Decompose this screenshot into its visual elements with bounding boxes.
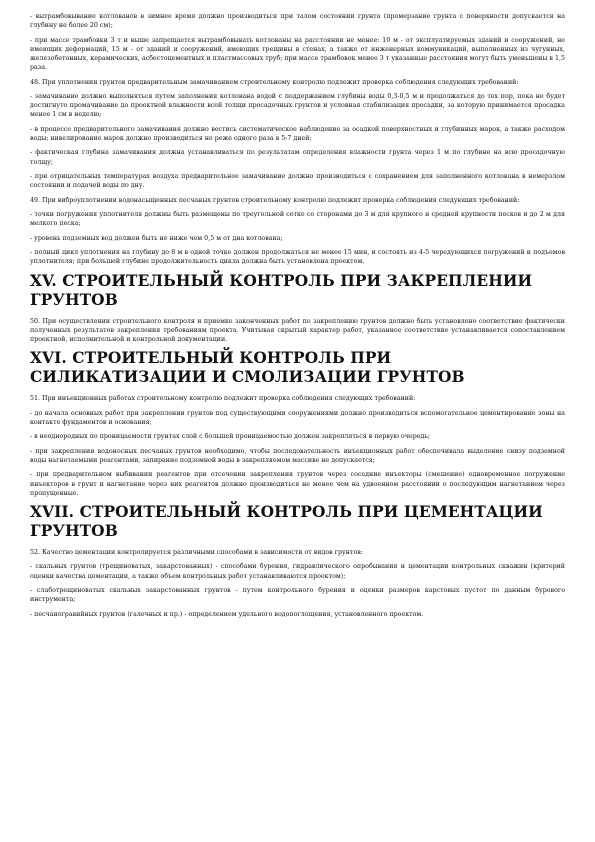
paragraph: - уровень подземных вод должен быть не ниже чем 0,5 м от дна котлована; <box>30 234 283 242</box>
section-heading: XVII. СТРОИТЕЛЬНЫЙ КОНТРОЛЬ ПРИ ЦЕМЕНТАЦИИ ГРУНТОВ <box>30 503 543 541</box>
paragraph: - при отрицательных температурах воздуха предварительное замачивание должно производиться с сохранением для заполненного котлована в немерзлом состоянии и подачей воды по дну. <box>30 172 565 190</box>
paragraph: - при массе трамбовки 3 т и выше запрещается вытрамбовывать котлованы на расстоянии не менее: 10 м - от эксплуатируемых зданий и сооружений, не имеющих деформаций, 15 м - от зданий и сооружений, имеющих трещины в стенах, а также от инженерных коммуникаций, выполненных из чугунных, железобетонных, керамических, асбестоцементных и пластмассовых труб; при массе трамбовок менее 3 т указанные расстояния могут быть уменьшены в 1,5 раза. <box>30 36 565 72</box>
paragraph: 49. При виброуплотнении водонасыщенных песчаных грунтов строительному контролю подлежит проверка соблюдения следующих требований: <box>30 196 520 204</box>
paragraph: - фактическая глубина замачивания должна устанавливаться по результатам определения влажности грунта через 1 м по глубине на всю просадочную толщу; <box>30 149 565 166</box>
paragraph: - скальных грунтов (трещиноватых, закарстованных) - способами бурения, гидравлического опробывания и цементации контрольных скважин (критерий оценки качества цементации, а также объем контрольных работ устанавливаются проектом); <box>30 563 565 580</box>
paragraph: 50. При осуществлении строительного контроля и приемке законченных работ по закреплению грунтов должно быть установлено соответствие фактически полученных результатов закрепления требованиям проекта. Учитывая скрытый характер работ, указанное соответствие устанавливается сопоставлением проектной, исполнительной и контрольной документации. <box>30 317 565 343</box>
paragraph: - слаботрещиноватых скальных закарстованных грунтов - путем контрольного бурения и оценки размеров карстовых пустот по данным бурового инструмента; <box>30 587 565 604</box>
section-heading: XVI. СТРОИТЕЛЬНЫЙ КОНТРОЛЬ ПРИ СИЛИКАТИЗАЦИИ И СМОЛИЗАЦИИ ГРУНТОВ <box>30 349 465 387</box>
paragraph: - в процессе предварительного замачивания должно вестись систематическое наблюдение за осадкой поверхностных и глубинных марок, а также расходом воды; нивелирование марок должно производиться не реже одного раза в 5-7 дней; <box>30 125 565 142</box>
paragraph: - полный цикл уплотнения на глубину до 8 м в одной точке должен продолжаться не менее 15 мин, и состоять из 4-5 чередующихся погружений и подъемов уплотнителя; при большей глубине продолжительность цикла должна быть установлена проектом. <box>30 248 565 266</box>
paragraph: - при закреплении водоносных песчаных грунтов необходимо, чтобы последовательность инъекционных работ обеспечивала выделение снизу подземной воды нагнетаемыми реагентами, запирание подземной воды в закрепляемом массиве не допускается; <box>30 447 565 464</box>
paragraph: - точки погружения уплотнителя должны быть размещены по треугольной сетке со сторонами до 3 м для крупного и средней крупности песков и до 2 м для мелкого песка; <box>30 210 565 228</box>
paragraph: - замачивание должно выполняться путем заполнения котлована водой с поддержанием глубины воды 0,3-0,5 м и продолжаться до тех пор, пока не будет достигнуто промачивание до проектной влажности всей толщи просадочных грунтов и условная стабилизация просадки, за которую принимается просадка менее 1 см в неделю; <box>30 92 565 119</box>
paragraph: - в неоднородных по проницаемости грунтах слой с большей проницаемостью должен закрепляться в первую очередь; <box>30 433 430 441</box>
section-heading: XV. СТРОИТЕЛЬНЫЙ КОНТРОЛЬ ПРИ ЗАКРЕПЛЕНИИ ГРУНТОВ <box>30 271 533 309</box>
paragraph: 48. При уплотнении грунтов предварительным замачиванием строительному контролю подлежит проверка соблюдения следующих требований: <box>30 78 519 86</box>
paragraph: - до начала основных работ при закреплении грунтов под существующими сооружениями должно производиться вспомогательное цементирование зоны на контакте фундаментов и основания; <box>30 409 565 426</box>
paragraph: 51. При инъекционных работах строительному контролю подлежит проверка соблюдения следующих требований: <box>30 395 416 403</box>
paragraph: - песчаногравийных грунтов (галечных и пр.) - определением удельного водопоглощения, установленного проектом. <box>30 610 424 618</box>
paragraph: - при предварительном выбивании реагентов при отсечении закрепления грунтов через соседние инъекторы (смешение) одновременное погружение инъекторов в грунт и нагнетание через них реагентов должно производиться не менее чем на удвоенном расстоянии о последующим нагнетанием через пропущенные. <box>30 471 565 497</box>
paragraph: 52. Качество цементации контролируется различными способами в зависимости от видов грунтов: <box>30 549 363 557</box>
paragraph: - вытрамбовывание котлованов в зимнее время должно производиться при талом состоянии грунта (промерзание грунта с поверхности допускается на глубину не более 20 см); <box>30 13 565 30</box>
